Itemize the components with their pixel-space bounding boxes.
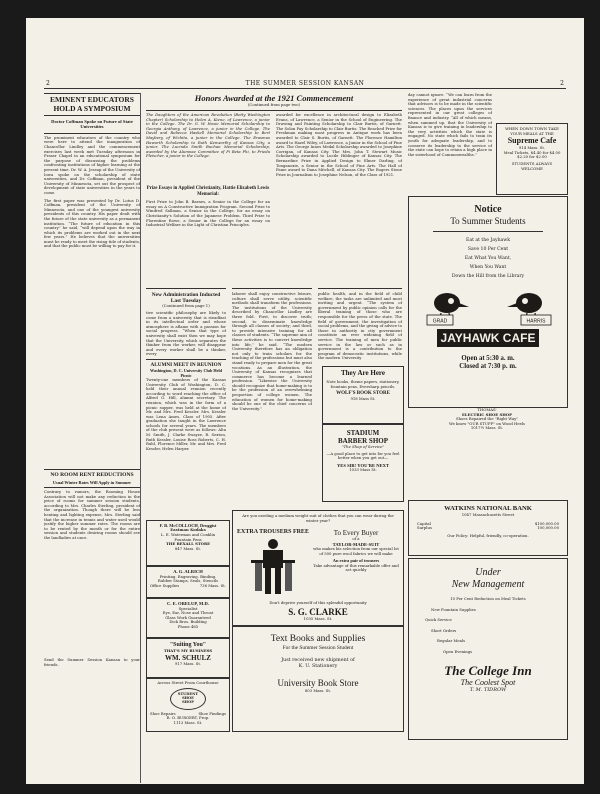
orelup-l5: Phone 465 xyxy=(177,623,199,629)
admin-body: tive scientific philosophy are likely to come from a university that is steadfast in its intellectual order and whose atmosphere is aflame with a passion for social progress. “When that type of university shall exist then we may hope that the University, which separates the thinker from the worker, will disappear and every worker shall be a thinker, every xyxy=(146,310,226,357)
honors-subtitle: (Continued from page two) xyxy=(247,102,301,107)
col5-body: day cannot ignore. “We can learn from the experience of great industrial concerns that advisors is to be made in the scientific sciences. The places upon the services represented in our great colleges of finance and industry. “All of which means, when summed up, that the University of Kansas is to give training in leadership to the very activities which the state is engaged. No state which fails to train its youth for adequate leadership, and to conserve its leadership to the service of the state can hope to retain a high place in the sisterhood of Commonwealths.” xyxy=(408,93,492,157)
col4-body: public health, and in the field of child welfare, the tasks are unlimited and most inviting and urgent. “The system of government by public opinion calls for the liberal training of those who are responsible for the press of the state. The field of government, the investigation of social problems, and the giving of advice to those in authority in city government constitute an ever widening field of service. The training of men for public service in the law or such as in government is a contribution to the program of democratic institutions, while the modern University xyxy=(318,291,402,361)
under-title-1: Under xyxy=(475,567,501,578)
mccolloch-addr: 847 Mass. St. xyxy=(174,545,202,551)
mccolloch-l2: L. E. Waterman and Conklin xyxy=(160,532,216,537)
supreme-tickets: Meal Tickets, $4.40 for $4.00 xyxy=(503,149,561,155)
shoe-l3: Shoe Findings xyxy=(198,710,226,716)
honors-title: Honors Awarded at the 1921 Commencement xyxy=(194,93,354,103)
admin-column xyxy=(146,288,226,517)
orelup-l3: Glass Work Guaranteed xyxy=(165,614,211,620)
prize-essays-title: Prize Essays in Applied Christianity, Hattie Elizabeth Lewis Memorial: xyxy=(146,186,270,197)
masthead xyxy=(26,80,584,87)
shoe-logo-3: SHOP xyxy=(182,699,194,704)
orelup-l1: Specialist xyxy=(178,605,198,611)
clarke-trousers-ad xyxy=(232,510,404,626)
shoe-logo xyxy=(170,688,206,710)
clarke-intro: Are you needing a medium weight suit of clothes that you can wear during the winter year? xyxy=(242,513,394,523)
clarke-name: S. G. CLARKE xyxy=(288,607,348,617)
notice-line-5: Down the Hill from the Library xyxy=(451,274,525,279)
jayhawk-sign-right xyxy=(521,315,551,325)
clarke-extra: EXTRA TROUSERS FREE xyxy=(237,529,309,535)
surplus-label: Surplus xyxy=(417,525,432,531)
university-book-store-ad xyxy=(232,626,404,732)
thomas-shoe-ad xyxy=(408,408,566,446)
mccolloch-l1: Eastman Kodaks xyxy=(170,527,206,533)
symposium-headline: EMINENT EDUCATORS HOLD A SYMPOSIUM xyxy=(50,95,134,113)
sign-right-text: HARRIS xyxy=(526,318,546,325)
symposium-body-2: The first paper was presented by Dr. Lotus D. Coffman, president of the University of Minnesota, and one of the youngest university presidents of this country. His paper dealt with the future of the state university as a permanent institution. “The future of education in this country” he said, “will depend upon the way in which its problems are worked out in the next few years.” He believes that the universities must be ready to meet the rising tide of students, and that the public must be willing to pay for it. xyxy=(44,198,140,249)
clarke-extra-pair: An extra pair of trousers xyxy=(332,558,380,564)
supreme-l2: YOUR MEALS AT THE xyxy=(510,130,554,136)
alrich-ad xyxy=(146,566,230,598)
shoe-l2: Shoe Repairs xyxy=(150,710,176,716)
wolf-book-store-ad xyxy=(322,366,404,424)
admin-headline: New Administration Inducted Last Tuesday xyxy=(151,292,221,305)
under-title-2: New Management xyxy=(451,579,525,590)
schulz-l1: THAT'S MY BUSINESS xyxy=(163,648,213,653)
watkins-title: WATKINS NATIONAL BANK xyxy=(444,505,532,512)
jayhawk-illustration xyxy=(409,285,567,351)
supreme-l1: WHEN DOWN TOWN TAKE xyxy=(505,126,559,131)
schulz-addr: 917 Mass. St. xyxy=(174,660,202,666)
cafe-hours-close: Closed at 7:30 p. m. xyxy=(459,363,517,370)
supreme-addr: 914 Mass. St. xyxy=(518,145,546,151)
textbooks-store: University Book Store xyxy=(277,678,359,688)
capital-label: Capital xyxy=(417,520,431,526)
here-title: They Are Here xyxy=(340,369,386,377)
alrich-l1: Printing. Engraving. Binding. xyxy=(159,573,217,579)
stadium-body: —A good place to get into for you feel better when you get out— xyxy=(326,450,400,461)
shoe-l1: Across Street From Courthouse xyxy=(157,680,219,685)
supreme-students: STUDENTS ALWAYS xyxy=(511,160,553,166)
under-l1: 10 Per Cent Reduction on Meal Tickets xyxy=(450,596,526,601)
supreme-cafe-ad xyxy=(496,123,568,195)
surplus-value: 100,000.00 xyxy=(537,525,559,531)
supreme-welcome: WELCOME xyxy=(521,165,543,171)
college-inn-owner: T. M. TIDROW xyxy=(469,686,507,693)
watkins-policy: Our Policy: Helpful, friendly, co-operation. xyxy=(447,532,529,538)
schulz-name: WM. SCHULZ xyxy=(165,653,211,662)
col3-body: laborer shall enjoy constructive leisure, culture shall serve utility, scientific methods shall transform the professions. The institutions of the University described by Chancellor Lindley are three fold. First, to discover truth; second, to disseminate knowledge through all classes of society; and third, to provide intensive training for all classes of students. “The supreme aim of these activities is to convert knowledge into life,” he said. “The modern University therefore has an obligation not only to train scholars for the teaching of the professions but must also stand ready to prepare men for the great vocations. As an illustration, the University of Kansas recognizes that commerce has become a learned profession. “Likewise the University should recognize that home-making is to be the profession of an overwhelming proportion of college women. The education of women for home-making should be one of the chief concerns of the University.” xyxy=(232,291,312,411)
textbooks-l1: Just received new shipment of xyxy=(281,658,355,663)
left-column xyxy=(44,93,141,783)
room-rent-subhead: Usual Winter Rates Will Apply in Summer xyxy=(52,479,132,485)
here-store: WOLF'S BOOK STORE xyxy=(336,391,390,397)
notice-line-1: Eat at the Jayhawk xyxy=(465,238,510,243)
shoe-addr: 1113 Mass. St. xyxy=(173,719,203,725)
alumni-subhead: Washington, D. C. University Club Held Picnic xyxy=(150,367,222,378)
column-5 xyxy=(408,93,492,193)
send-kansan-note: Send the Summer Session Kansan to your friends. xyxy=(44,656,140,667)
newspaper-page xyxy=(26,18,584,784)
here-body: Note books, theme papers, stationery, fountain pens, Eversharp pencils. xyxy=(326,379,400,389)
page-number-right: 2 xyxy=(560,80,564,87)
college-inn-spot: The Coolest Spot xyxy=(460,677,516,687)
notice-title: Notice xyxy=(474,204,502,215)
stadium-try: YES SIR! YOU'RE NEXT xyxy=(336,462,390,468)
alrich-addr: 736 Mass. St. xyxy=(199,582,226,588)
textbooks-l2: K. U. Stationery xyxy=(298,664,338,669)
trousers-illustration xyxy=(237,536,309,598)
capital-value: $100,000.00 xyxy=(534,520,559,526)
stadium-motto: "The Shop of Service" xyxy=(341,444,385,449)
stadium-title-1: STADIUM xyxy=(346,429,380,437)
honors-col-1: The Daughters of the American Revolution (Betty Washington Chapter) Scholarship to Helen A. Kiene, of Lawrence, a junior in the College. The Dr. G. W. Hoxie Memorial Scholarship to Georgia Anthony, of Lawrence, a junior in the College. The David and Rebecca Haskell Memorial Scholarship to Bert Maybery, of Wichita, a junior in the College. The Erasmus Haworth Scholarship to Ruth Kenworthy of Kansas City, a junior. The Lucinda Smith Buchan Memorial Scholarship, awarded by the Alumnae Committee of Pi Beta Phi, to Frieda Fleischer, a junior in the College. xyxy=(146,113,270,159)
honors-col-2: awarded for excellence in architectural design to Elizabeth Evans, of Lawrence, a Senior in the School of Engineering. The Drawing and Painting Scholarship to Clair Burtis, of Garnett. The Solon Fay Scholarship to Clair Burtis. The Reached Prize for Freshman making most progress in Antique work has been awarded to Clair S. Burtis, of Garnett. The Florence Hamilton award to Hazel Wiley, of Lawrence, a Junior in the School of Fine Arts. The George Innes Medal Scholarship awarded to Josephine Corrigan, of Kansas City. The Mrs. John T. Stewart Music Scholarship awarded to Lucile Hildinger of Kansas City. The Bernardine Prize in Applied Design to Elmer Darling, of Tonganoxie, a Senior in the School of Fine Arts. The Hall of Fame award to Dana Mitchell, of Kansas City. The Rogers Stone Prize in Journalism to Josephine Nelson, of the Class of 1921. xyxy=(276,113,402,177)
thomas-l2: ELECTRIC SHOE SHOP xyxy=(462,411,512,417)
under-l3: Quick Service xyxy=(425,617,452,623)
clarke-addr: 1035 Mass. St. xyxy=(303,616,333,621)
cafe-banner-text: JAYHAWK CAFE xyxy=(440,331,536,345)
shoe-owner: R. O. BURGERT, Prop. xyxy=(166,715,210,721)
room-rent-headline: NO ROOM RENT REDUCTIONS xyxy=(50,471,134,478)
alrich-l2: Rubber Stamps, Seals, Stencils xyxy=(157,578,219,584)
alrich-l3: Office Supplies xyxy=(150,582,180,588)
jayhawk-notice-ad xyxy=(408,196,568,408)
cafe-hours-open: Open at 5:30 a. m. xyxy=(461,355,515,362)
clarke-of-a: of a xyxy=(352,536,360,541)
college-inn-name: The College Inn xyxy=(444,662,532,678)
alrich-name: A. G. ALRICH xyxy=(173,569,203,574)
clarke-dont: Don't deprive yourself of this splendid opportunity xyxy=(269,600,367,605)
notice-subtitle: To Summer Students xyxy=(450,216,526,226)
room-rent-body: Contrary to rumors, the Rooming House Association will not make any reduction in the price of rooms for summer session students, according to Mrs. Charles Sterling, president of the organization. Though there will be less heating and lighting expense, Mrs. Sterling said that the increase in tennis and water used would justify the higher summer rates. The rooms are to be rented by the month or for the entire session and students desiring rooms should see the landladies at once. xyxy=(44,489,140,540)
mccolloch-name: F. B. McCOLLOCH, Druggist xyxy=(159,523,217,528)
page-number-left: 2 xyxy=(46,80,50,87)
schulz-quote: "Suiting You" xyxy=(169,642,207,648)
student-shoe-shop-ad xyxy=(146,678,230,732)
clarke-who: who makes his selection from our special lot of 500 pure wool fabrics we will make xyxy=(313,546,399,556)
orelup-l2: Eye, Ear, Nose and Throat xyxy=(162,610,214,616)
notice-line-2: Save 10 Per Cent xyxy=(467,247,509,252)
orelup-name: C. E. ORELUP, M.D. xyxy=(167,601,209,606)
stadium-addr: 1033 Mass St. xyxy=(349,467,377,473)
mccolloch-ad xyxy=(146,520,230,566)
supreme-tickets-2: $2.20 for $2.00 xyxy=(517,154,547,160)
notice-line-3: Eat What You Want, xyxy=(464,256,512,261)
clarke-buyer: To Every Buyer xyxy=(333,529,379,537)
under-l5: Regular Meals xyxy=(437,638,466,644)
chancellor-column-4 xyxy=(318,288,402,363)
under-l2: New Fountain Supplies xyxy=(431,606,476,612)
supreme-name: Supreme Cafe xyxy=(507,136,557,146)
thomas-l3: Shoes Repaired the "Right Way" xyxy=(455,416,519,422)
under-l4: Short Orders xyxy=(431,627,457,633)
mccolloch-l3: Fountain Pens xyxy=(174,536,202,542)
chancellor-column-3 xyxy=(232,288,312,521)
symposium-body-1: The prominent educators of the country who were here to attend the inauguration of Chancellor Lindley and the commencement exercises last week met Tuesday afternoon in Fraser Chapel in an educational symposium for the purpose of discussing the problems confronting institutions of higher learning at the present time. Dr. W. A. Jessup of the University of Iowa spoke on the scholarship of state universities, and Dr. Coffman, president of the University of Minnesota, set out the prospect of development of state universities in the years to come. xyxy=(44,134,140,195)
textbooks-subtitle: For the Summer Session Student xyxy=(282,645,354,651)
admin-sub: (Continued from page 1) xyxy=(162,303,210,309)
jayhawk-sign-left xyxy=(427,315,453,325)
masthead-title: THE SUMMER SESSION KANSAN xyxy=(245,80,365,87)
under-l6: Open Evenings xyxy=(443,648,473,654)
college-inn-ad xyxy=(408,558,568,740)
prize-essays-body: First Prize to John B. Barnes, a Senior in the College for an essay on A Constructive Immigration Program. Second Prize to Winifred Sallman, a Senior in the College, for an essay on Christianity's Solution of the Japanese Problem. Third Prize to Florentine Rowe, a Senior in the College for an essay on Industrial Welfare in the Light of Christian Principles. xyxy=(146,199,270,228)
sign-left-text: GRAD xyxy=(432,318,448,325)
stadium-barber-ad xyxy=(322,424,404,502)
shoe-logo-2: SHOE xyxy=(182,695,194,700)
shoe-logo-1: STUDENT xyxy=(177,691,199,696)
alumni-headline: ALUMNI MEET IN REUNION xyxy=(150,361,222,368)
thomas-l4: We know "OUR STUFF" on Wood Heels xyxy=(449,420,525,426)
orelup-l4: Dick Bros. Building xyxy=(169,619,207,625)
schulz-ad xyxy=(146,638,230,678)
honors-section xyxy=(146,93,402,283)
watkins-bank-ad xyxy=(408,500,568,556)
orelup-ad xyxy=(146,598,230,638)
notice-line-4: When You Want xyxy=(469,265,507,270)
masthead-rule xyxy=(44,88,566,89)
stadium-title-2: BARBER SHOP xyxy=(338,437,388,445)
textbooks-title: Text Books and Supplies xyxy=(270,634,366,644)
watkins-addr: 1047 Massachusetts Street xyxy=(461,512,515,517)
thomas-l1: THOMAS' xyxy=(477,408,497,412)
clarke-taylor: TAYLOR-MADE-SUIT xyxy=(332,541,380,547)
alumni-body: Twenty-one members of the Kansas University Club of Washington, D. C. held their annual reunion recently according to word reaching the office of Alfred G. Hill, alumni secretary. The reunion, which was in the form of a picnic supper, was held at the home of Mr. and Mrs. Fred Kessler. Mrs. Kessler was Lena Ames, Class of 1905. After graduation she taught in the Lawrence schools for several years. The members of the club present were as follows: Alta M. Smith, J. Clarke Swayze, R. Sexton, Ruth Kessler, Louise Ross Roberts, C. H. Ruhl, Florence Miller, Mr. and Mrs. Fred Kessler, Helen Harper. xyxy=(146,376,226,451)
textbooks-addr: 803 Mass. St. xyxy=(304,688,332,693)
here-addr: 918 Mass St. xyxy=(350,396,376,402)
symposium-subhead: Doctor Coffman Spoke on Future of State Universities xyxy=(51,119,133,130)
thomas-l5: 1017½ Mass. St. xyxy=(470,425,504,431)
clarke-advantage: Take advantage of this remarkable offer and act quickly xyxy=(313,562,399,573)
mccolloch-l4: THE REXALL STORE xyxy=(165,541,211,547)
